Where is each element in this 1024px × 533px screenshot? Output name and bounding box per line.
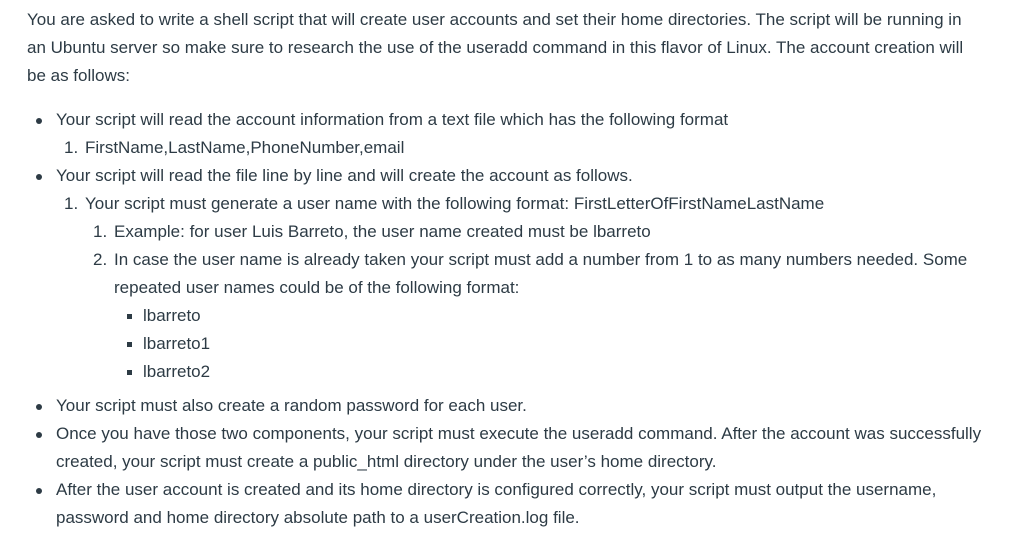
steps-list xyxy=(56,190,986,386)
list-item xyxy=(27,420,986,476)
square-bullet-icon xyxy=(127,370,132,375)
list-item-text: Your script must also create a random password for each user. xyxy=(56,396,527,415)
bullet-icon xyxy=(36,118,42,124)
list-item-text: In case the user name is already taken your script must add a number from 1 to as many numbers needed. Some repeated user names could be of the following format: xyxy=(114,250,968,297)
list-item xyxy=(85,246,986,386)
list-item-text: Your script will read the account information from a text file which has the following format xyxy=(56,110,729,129)
list-item xyxy=(114,330,986,358)
substeps-list xyxy=(85,218,986,386)
format-list xyxy=(56,134,986,162)
list-item xyxy=(114,358,986,386)
square-bullet-icon xyxy=(127,314,132,319)
list-item-text: After the user account is created and its home directory is configured correctly, your script must output the username, password and home directory absolute path to a userCreation.log file. xyxy=(56,480,937,527)
list-item xyxy=(56,134,986,162)
list-marker: 1. xyxy=(64,138,79,157)
bullet-icon xyxy=(36,174,42,180)
list-item xyxy=(27,476,986,532)
list-marker: 1. xyxy=(64,194,79,213)
list-item-text: FirstName,LastName,PhoneNumber,email xyxy=(85,138,405,157)
list-item-text: lbarreto xyxy=(143,306,201,325)
list-marker: 2. xyxy=(93,250,108,269)
list-item-text: Your script will read the file line by line and will create the account as follows. xyxy=(56,166,633,185)
list-item xyxy=(27,392,986,420)
list-item xyxy=(114,302,986,330)
requirements-list xyxy=(27,106,987,532)
bullet-icon xyxy=(36,404,42,410)
username-examples-list xyxy=(114,302,986,386)
bullet-icon xyxy=(36,432,42,438)
list-item xyxy=(56,190,986,386)
list-item-text: Once you have those two components, your script must execute the useradd command. After the account was successfully created, your script must create a public_html directory under the user’s home directory. xyxy=(56,424,982,471)
list-item xyxy=(27,106,986,162)
list-item-text: Example: for user Luis Barreto, the user name created must be lbarreto xyxy=(114,222,651,241)
list-item xyxy=(27,162,986,386)
list-item-text: lbarreto1 xyxy=(143,334,211,353)
intro-paragraph: You are asked to write a shell script that will create user accounts and set their home directories. The script will be running in an Ubuntu server so make sure to research the use of the useradd command in this flavor of Linux. The account creation will be as follows: xyxy=(27,10,964,85)
list-marker: 1. xyxy=(93,222,108,241)
bullet-icon xyxy=(36,488,42,494)
square-bullet-icon xyxy=(127,342,132,347)
list-item xyxy=(85,218,986,246)
list-item-text: Your script must generate a user name with the following format: FirstLetterOfFirstNameLastName xyxy=(85,194,825,213)
list-item-text: lbarreto2 xyxy=(143,362,211,381)
